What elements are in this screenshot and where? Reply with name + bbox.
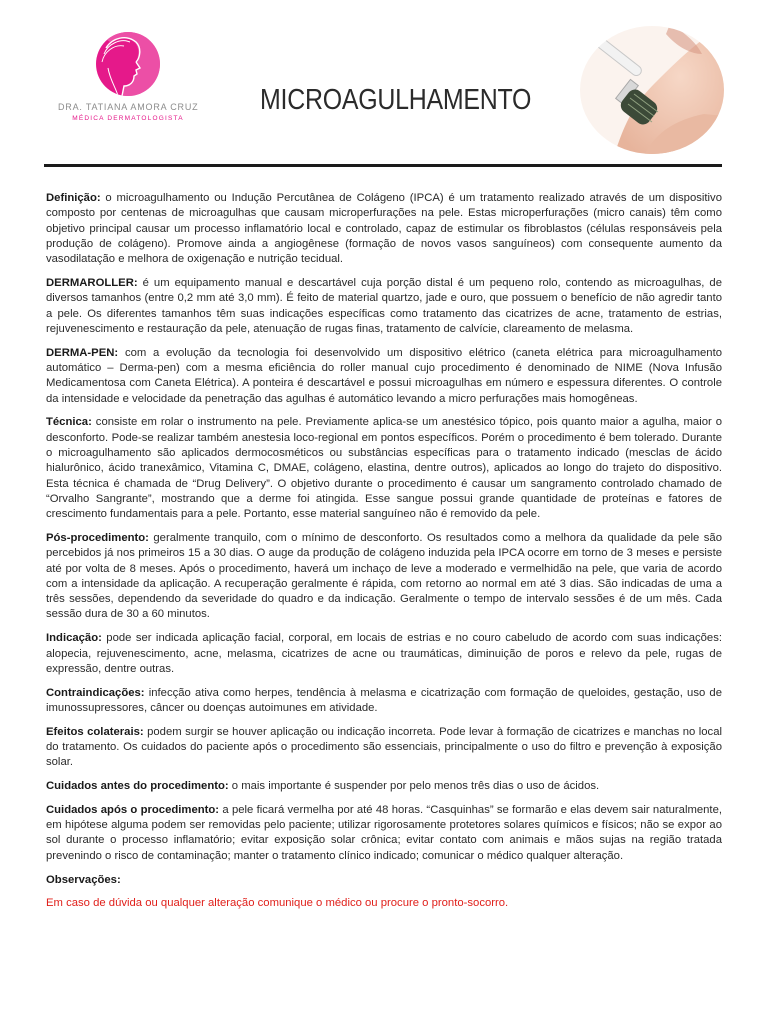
section-text: pode ser indicada aplicação facial, corporal, em locais de estrias e no couro cabeludo de acordo com suas indicações: alopecia, rejuvenescimento, acne, melasma, cicatrizes de acne ou traumáticas, diminuição de poros e relevo da pele, rugas de expressão, dentre outras. bbox=[46, 632, 722, 675]
observations-note: Em caso de dúvida ou qualquer alteração comunique o médico ou procure o pronto-socorro. bbox=[46, 897, 509, 910]
section-derma-pen bbox=[46, 346, 722, 407]
header-divider bbox=[44, 164, 722, 167]
doctor-name: DRA. TATIANA AMORA CRUZ bbox=[58, 102, 199, 112]
section-text: geralmente tranquilo, com o mínimo de desconforto. Os resultados como a melhora da qualidade da pele são percebidos já nos primeiros 15 a 30 dias. O auge da produção de colágeno induzida pela IPCA ocorre em torno de 3 meses e persiste até por volta de 8 meses. Após o procedimento, haverá um inchaço de leve a moderado e vermelhidão na pele, que varia de acordo com a intensidade da aplicação. A recuperação geralmente é rápida, com retorno ao normal em até 3 dias. São indicadas de uma a três sessões, dependendo da severidade do quadro e da indicação. Geralmente o tempo de intervalo sessões é de um mês. Cada sessão dura de 30 a 60 minutos. bbox=[46, 531, 722, 621]
observations-label: Observações: bbox=[46, 873, 121, 886]
section-text: o microagulhamento ou Indução Percutânea de Colágeno (IPCA) é um tratamento realizado através de um dispositivo composto por centenas de microagulhas que causam microperfurações na pele. Estas microperfurações (micro canais) têm como objetivo principal causar um processo inflamatório local e controlado, capaz de estimular os fibroblastos (células responsáveis pela produção de colágeno). Promove ainda a angiogênese (formação de novos vasos sanguíneos) com consequente aumento da vasodilatação e melhora de oxigenação e nutrição tecidual. bbox=[46, 192, 722, 266]
section-label: Efeitos colaterais: bbox=[46, 725, 144, 738]
section-label: Cuidados após o procedimento: bbox=[46, 803, 220, 816]
section-label: Cuidados antes do procedimento: bbox=[46, 780, 229, 793]
section-pos-procedimento bbox=[46, 531, 722, 623]
section-text: a pele ficará vermelha por até 48 horas. “Casquinhas” se formarão e elas devem sair naturalmente, em hipótese alguma podem ser removidas pelo paciente; utilizar rigorosamente protetores solares químicos e físicos; não se expor ao sol durante o processo inflamatório; evitar exposição solar crônica; evitar contato com animais e mãos sujas na região tratada prevenindo o risco de contaminação; manter o tratamento clínico indicado; comunicar o médico qualquer alteração. bbox=[46, 803, 722, 862]
dermaroller-face-photo bbox=[574, 24, 724, 156]
section-definicao bbox=[46, 191, 722, 267]
page-header bbox=[0, 0, 768, 168]
section-label: DERMA-PEN: bbox=[46, 346, 119, 359]
section-indicacao bbox=[46, 631, 722, 677]
section-label: DERMAROLLER: bbox=[46, 276, 138, 289]
section-text: com a evolução da tecnologia foi desenvolvido um dispositivo elétrico (caneta elétrica para microagulhamento automático – Derma-pen) com a mesma eficiência do roller manual cujo procedimento é denominado de NIME (Nova Infusão Medicamentosa com Caneta Elétrica). A ponteira é descartável e possui microagulhas em número e espessura diferentes. O controle da intensidade e velocidade da penetração das agulhas é automático levando a micro perfurações mais homogêneas. bbox=[46, 346, 722, 405]
section-text: consiste em rolar o instrumento na pele. Previamente aplica-se um anestésico tópico, pois quanto maior a agulha, maior o desconforto. Pode-se realizar também anestesia loco-regional em pontos específicos. Porém o procedimento é bem tolerado. Durante o microagulhamento são aplicados dermocosméticos ou substâncias específicas para o tratamento indicado (mesclas de ácido hialurônico, ácido tranexâmico, Vitamina C, DMAE, colágeno, elastina, dentre outros), aplicados ao longo do trajeto do dispositivo. Esta técnica é chamada de “Drug Delivery”. O objetivo durante o procedimento é causar um sangramento controlado chamado de “Orvalho Sangrante”, mostrando que a derme foi atingida. Esse sangue possui grande quantidade de proteínas e fatores de crescimento fundamentais para a pele. Portanto, esse material sanguíneo não é removido da pele. bbox=[46, 416, 722, 521]
doctor-specialty: MÉDICA DERMATOLOGISTA bbox=[72, 115, 184, 122]
section-label: Contraindicações: bbox=[46, 686, 145, 699]
section-label: Pós-procedimento: bbox=[46, 531, 149, 544]
section-text: podem surgir se houver aplicação ou indicação incorreta. Pode levar à formação de cicatrizes e manchas no local do tratamento. Os cuidados do paciente após o procedimento são essenciais, principalmente o uso do filtro e prevenção à exposição solar. bbox=[46, 725, 722, 769]
section-efeitos-colaterais bbox=[46, 725, 722, 771]
document-body bbox=[46, 191, 722, 920]
page-title: MICROAGULHAMENTO bbox=[260, 84, 532, 116]
section-text: infecção ativa como herpes, tendência à melasma e cicatrização com formação de queloides, gestação, uso de imunossupressores, câncer ou doenças autoimunes em atividade. bbox=[46, 686, 722, 714]
section-contraindicacoes bbox=[46, 686, 722, 717]
section-text: é um equipamento manual e descartável cuja porção distal é um pequeno rolo, contendo as microagulhas, de diversos tamanhos (entre 0,2 mm até 3,0 mm). É feito de material quartzo, jade e ouro, que possuem o benefício de não agredir tanto a pele. Os diferentes tamanhos têm suas indicações específicas como tratamento das cicatrizes de acne, tratamento de estrias, rejuvenescimento e restauração da pele, atenuação de rugas finas, tratamento de calvície, clareamento de melasma. bbox=[46, 276, 722, 335]
section-observacoes bbox=[46, 873, 722, 888]
section-label: Definição: bbox=[46, 192, 101, 204]
woman-profile-logo-icon bbox=[96, 32, 160, 96]
section-dermaroller bbox=[46, 276, 722, 337]
section-label: Técnica: bbox=[46, 416, 92, 429]
section-tecnica bbox=[46, 415, 722, 522]
section-text: o mais importante é suspender por pelo menos três dias o uso de ácidos. bbox=[228, 780, 600, 793]
section-label: Indicação: bbox=[46, 632, 102, 645]
section-cuidados-apos bbox=[46, 803, 722, 864]
section-cuidados-antes bbox=[46, 779, 722, 794]
clinic-logo bbox=[58, 32, 198, 128]
